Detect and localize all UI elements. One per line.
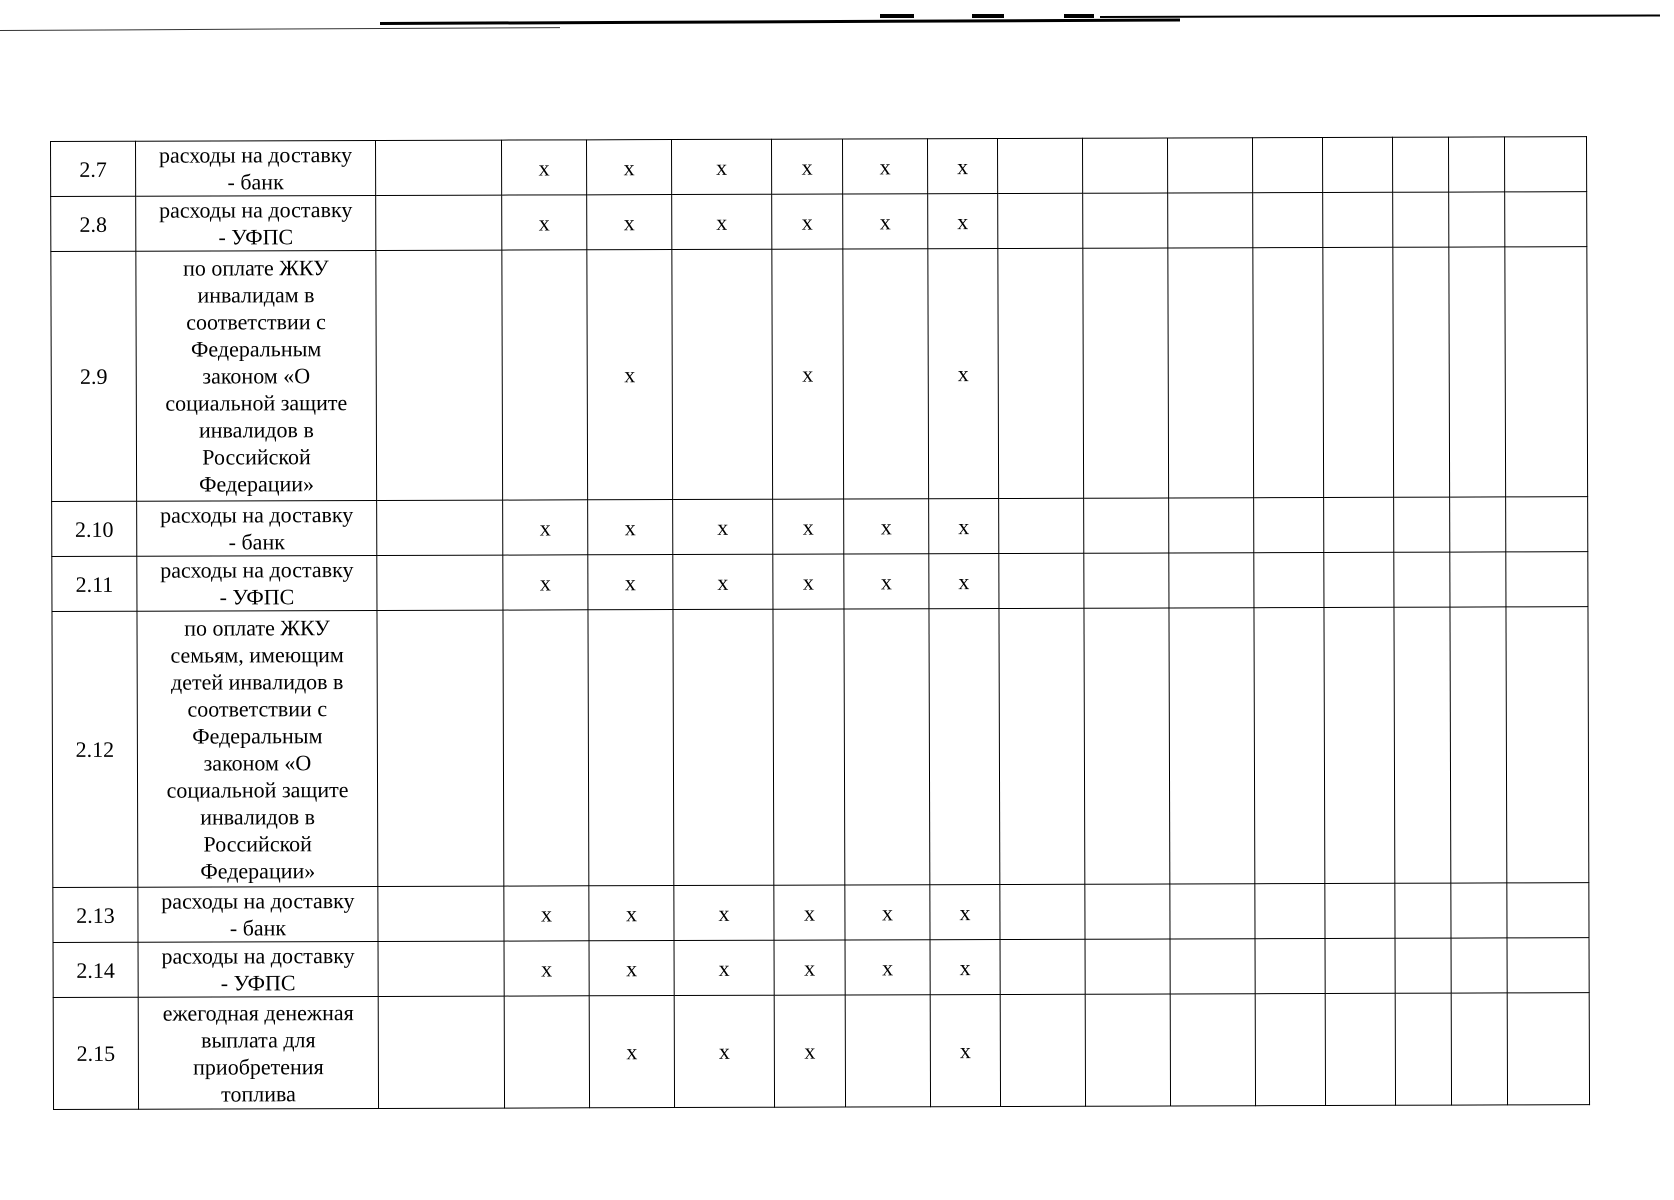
row-description [136,250,377,501]
mark-cell: x [674,995,774,1107]
empty-cell [1323,192,1393,247]
empty-cell [1083,248,1169,498]
empty-cell [1451,993,1507,1105]
empty-cell [998,248,1084,498]
empty-cell [1085,994,1170,1106]
empty-cell [1448,137,1504,192]
empty-cell [1254,553,1324,608]
mark-cell: x [674,885,774,940]
row-number: 2.14 [53,942,138,997]
mark-cell [672,249,773,499]
mark-cell: x [773,554,844,609]
mark-cell: x [674,940,774,995]
mark-cell: x [587,195,672,250]
empty-cell [1000,939,1085,994]
mark-cell: x [671,139,771,194]
description-line: - УФПС [218,224,294,250]
description-line: соответствии с [187,695,328,722]
mark-cell: x [928,194,998,249]
empty-cell [1393,192,1449,247]
row-number: 2.8 [51,196,136,251]
empty-cell [1170,994,1255,1106]
budget-table [50,136,1590,1110]
empty-cell [1085,884,1170,939]
empty-cell [1506,497,1588,552]
mark-cell: x [845,940,930,995]
description-line: расходы на доставку [161,888,355,914]
empty-cell [997,138,1082,193]
empty-cell [1450,497,1506,552]
row-number: 2.10 [52,501,137,556]
description-line: выплата для [201,1026,316,1053]
mark-cell: x [774,995,845,1107]
description-line: ежегодная денежная [162,999,354,1026]
mark-cell: x [845,885,930,940]
mark-cell: x [844,554,929,609]
empty-cell [1084,608,1170,884]
mark-cell [843,249,929,499]
empty-cell [1394,552,1450,607]
mark-cell: x [930,995,1000,1107]
empty-cell [378,941,504,996]
description-line: инвалидов в [200,803,316,830]
scan-edge-line [0,27,560,31]
empty-cell [378,886,504,941]
empty-cell [1449,192,1505,247]
description-line: топлива [221,1080,296,1106]
row-number: 2.7 [51,141,136,196]
mark-cell: x [930,940,1000,995]
empty-cell [1170,884,1255,939]
empty-cell [1254,498,1324,553]
empty-cell [1505,192,1587,247]
empty-cell [1255,993,1325,1105]
mark-cell [845,995,930,1107]
mark-cell: x [929,554,999,609]
empty-cell [1253,248,1324,498]
scan-edge-dash [1064,14,1094,18]
empty-cell [1167,138,1252,193]
empty-cell [999,553,1084,608]
mark-cell: x [586,140,671,195]
table-row [51,192,1587,252]
empty-cell [1507,993,1589,1105]
description-line: социальной защите [166,776,349,803]
mark-cell: x [588,500,673,555]
mark-cell: x [927,139,997,194]
row-number: 2.15 [53,997,138,1109]
scan-edge-line [1100,15,1660,18]
row-description [137,500,377,556]
description-line: законом «О [203,749,312,776]
description-line: - банк [227,169,284,195]
empty-cell [1449,247,1506,497]
scan-edge-line [380,19,1180,25]
empty-cell [376,250,503,500]
mark-cell: x [774,940,845,995]
empty-cell [1504,137,1586,192]
table-body [51,137,1590,1110]
row-description [137,555,377,611]
mark-cell: x [588,555,673,610]
mark-cell: x [928,249,999,499]
empty-cell [1505,247,1588,497]
table-row [53,993,1589,1110]
table-row [51,137,1587,197]
table-row [53,883,1589,943]
description-line: расходы на доставку [159,197,353,223]
empty-cell [1252,138,1322,193]
description-line: инвалидам в [197,282,315,308]
row-description [138,886,378,942]
scan-edge [0,0,1674,40]
description-line: Федеральным [192,722,323,749]
empty-cell [1084,553,1169,608]
empty-cell [1168,248,1254,498]
empty-cell [1255,883,1325,938]
empty-cell [1395,938,1451,993]
scan-edge-dash [880,14,914,18]
empty-cell [1323,247,1394,497]
description-line: социальной защите [165,390,348,416]
empty-cell [375,140,501,195]
empty-cell [1324,607,1395,883]
description-line: инвалидов в [198,417,314,443]
empty-cell [999,498,1084,553]
description-line: Российской [202,444,311,470]
description-line: расходы на доставку [160,557,354,583]
table-row [52,497,1588,557]
mark-cell: x [501,140,586,195]
description-line: законом «О [202,363,311,389]
empty-cell [1507,883,1589,938]
table-row [51,247,1588,502]
empty-cell [1169,608,1255,884]
description-line: - банк [229,915,287,941]
mark-cell: x [673,554,773,609]
table-row [52,552,1588,612]
description-line: детей инвалидов в [170,668,344,695]
empty-cell [1000,884,1085,939]
mark-cell: x [673,499,773,554]
table-row [52,607,1589,888]
description-line: Федерации» [199,471,315,497]
empty-cell [1393,247,1450,497]
mark-cell [773,609,845,885]
description-line: Федерации» [200,857,316,884]
empty-cell [1253,193,1323,248]
description-line: по оплате ЖКУ [183,255,329,281]
row-number: 2.13 [53,887,138,942]
empty-cell [377,610,504,886]
description-line: по оплате ЖКУ [184,614,330,641]
mark-cell: x [504,886,589,941]
document-sheet [50,136,1589,1110]
mark-cell: x [773,499,844,554]
mark-cell: x [587,250,673,500]
description-line: - УФПС [220,970,296,996]
mark-cell [504,996,589,1108]
mark-cell: x [842,139,927,194]
mark-cell: x [929,499,999,554]
mark-cell: x [589,996,674,1108]
description-line: расходы на доставку [158,142,353,168]
description-line: соответствии с [186,309,326,335]
mark-cell: x [772,194,843,249]
row-number: 2.9 [51,251,137,501]
mark-cell: x [771,139,842,194]
row-description [136,140,376,196]
mark-cell: x [503,500,588,555]
description-line: расходы на доставку [161,943,355,969]
row-number: 2.11 [52,556,137,611]
empty-cell [1507,938,1589,993]
empty-cell [1392,137,1448,192]
mark-cell: x [672,194,772,249]
mark-cell [929,609,1000,885]
mark-cell: x [589,886,674,941]
mark-cell [588,610,674,886]
empty-cell [999,608,1085,884]
row-number: 2.12 [52,611,138,887]
mark-cell: x [502,195,587,250]
empty-cell [1084,498,1169,553]
empty-cell [1083,193,1168,248]
empty-cell [377,500,503,555]
mark-cell: x [844,499,929,554]
empty-cell [1254,608,1325,884]
row-description [138,941,378,997]
empty-cell [1395,993,1451,1105]
description-line: семьям, имеющим [170,641,344,668]
empty-cell [1000,994,1085,1106]
empty-cell [1451,883,1507,938]
description-line: Российской [203,830,312,857]
mark-cell: x [589,941,674,996]
description-line: приобретения [193,1053,324,1080]
row-description [137,610,378,887]
empty-cell [1169,553,1254,608]
mark-cell: x [503,555,588,610]
mark-cell: x [504,941,589,996]
empty-cell [1325,938,1395,993]
mark-cell: x [843,194,928,249]
scan-edge-dash [972,14,1004,18]
empty-cell [1451,938,1507,993]
empty-cell [1170,939,1255,994]
row-description [136,195,376,251]
description-line: - УФПС [219,584,295,610]
empty-cell [1394,607,1451,883]
mark-cell [844,609,930,885]
empty-cell [1325,883,1395,938]
empty-cell [1085,939,1170,994]
mark-cell [673,609,774,885]
empty-cell [1450,607,1507,883]
description-line: расходы на доставку [160,502,354,528]
empty-cell [1325,993,1395,1105]
empty-cell [1082,138,1167,193]
description-line: - банк [228,529,285,555]
empty-cell [378,996,504,1108]
mark-cell: x [930,885,1000,940]
empty-cell [1394,497,1450,552]
empty-cell [1324,552,1394,607]
empty-cell [1506,552,1588,607]
mark-cell: x [772,249,844,499]
empty-cell [1255,938,1325,993]
empty-cell [1324,497,1394,552]
empty-cell [376,195,502,250]
row-description [138,996,378,1109]
table-row [53,938,1589,998]
empty-cell [377,555,503,610]
empty-cell [1506,607,1589,883]
empty-cell [1168,193,1253,248]
empty-cell [998,193,1083,248]
mark-cell [502,250,588,500]
mark-cell: x [774,885,845,940]
description-line: Федеральным [190,336,322,362]
empty-cell [1169,498,1254,553]
mark-cell [503,610,589,886]
empty-cell [1450,552,1506,607]
empty-cell [1322,137,1392,192]
empty-cell [1395,883,1451,938]
